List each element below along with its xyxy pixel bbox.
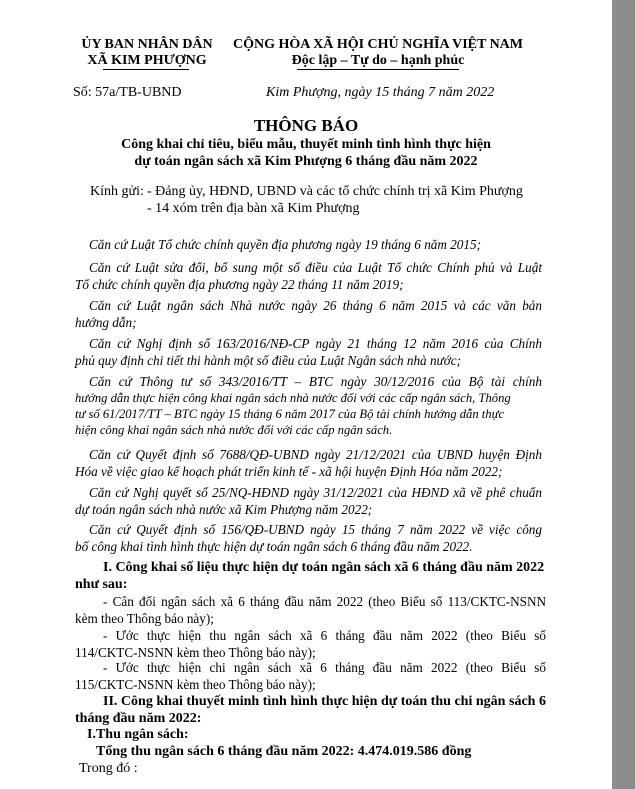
section2-heading-line1: II. Công khai thuyết minh tình hình thực hiện dự toán thu chi ngân sách 6 [103,694,546,709]
basis-7-line1: Căn cứ Nghị quyết số 25/NQ-HĐND ngày 31/12/2021 của HĐND xã về phê chuẩn [89,485,542,500]
trong-do-label: Trong đó : [79,761,138,776]
document-subtitle-line1: Công khai chỉ tiêu, biểu mẫu, thuyết minh tình hình thực hiện [121,137,491,152]
section1-heading-line2: như sau: [75,577,128,592]
nation-name: CỘNG HÒA XÃ HỘI CHỦ NGHĨA VIỆT NAM [232,37,523,52]
national-motto: Độc lập – Tự do – hạnh phúc [291,53,465,68]
basis-4-line2: phủ quy định chi tiết thi hành một số điều của Luật Ngân sách nhà nước; [75,353,462,368]
recipients-label: Kính gửi: [90,184,144,199]
section1-item2-line2: 114/CKTC-NSNN kèm theo Thông báo này); [75,645,316,660]
revenue-subheading: I.Thu ngân sách: [87,727,189,742]
section2-heading-line2: tháng đầu năm 2022: [75,711,202,726]
basis-2-line1: Căn cứ Luật sửa đổi, bổ sung một số điều của Luật Tổ chức Chính phủ và Luật [89,260,542,275]
section1-item3-line2: 115/CKTC-NSNN kèm theo Thông báo này); [75,677,316,692]
motto-underline [297,69,459,70]
place-and-date: Kim Phượng, ngày 15 tháng 7 năm 2022 [266,85,495,100]
recipient-line1: - Đảng ủy, HĐND, UBND và các tổ chức chính trị xã Kim Phượng [147,184,523,199]
basis-5-line1: Căn cứ Thông tư số 343/2016/TT – BTC ngày 30/12/2016 của Bộ tài chính [89,374,542,389]
basis-4-line1: Căn cứ Nghị định số 163/2016/NĐ-CP ngày 21 tháng 12 năm 2016 của Chính [89,336,542,351]
section1-item3-line1: - Ước thực hiện chi ngân sách xã 6 tháng đầu năm 2022 (theo Biểu số [103,660,546,675]
document-title: THÔNG BÁO [253,116,359,135]
basis-5-line4: hiện công khai ngân sách nhà nước đối với các cấp ngân sách. [75,423,393,437]
basis-6-line2: Hóa về việc giao kế hoạch phát triển kinh tế - xã hội huyện Định Hóa năm 2022; [75,464,503,479]
document-subtitle-line2: dự toán ngân sách xã Kim Phượng 6 tháng đầu năm 2022 [134,154,478,169]
section1-item2-line1: - Ước thực hiện thu ngân sách xã 6 tháng đầu năm 2022 (theo Biểu số [103,628,546,643]
basis-5-line2: hướng dẫn thực hiện công khai ngân sách nhà nước đối với các cấp ngân sách, Thông [75,391,511,405]
recipient-line2: - 14 xóm trên địa bàn xã Kim Phượng [147,201,360,216]
basis-3-line1: Căn cứ Luật ngân sách Nhà nước ngày 26 tháng 6 năm 2015 và các văn bản [89,298,542,313]
total-revenue-line: Tổng thu ngân sách 6 tháng đầu năm 2022: 4.474.019.586 đồng [96,744,472,759]
section1-item1-line1: - Cân đối ngân sách xã 6 tháng đầu năm 2022 (theo Biểu số 113/CKTC-NSNN [103,594,546,609]
basis-7-line2: dự toán ngân sách nhà nước xã Kim Phượng năm 2022; [75,502,373,517]
basis-1-line1: Căn cứ Luật Tổ chức chính quyền địa phương ngày 19 tháng 6 năm 2015; [89,237,481,252]
org-name-line2: XÃ KIM PHƯỢNG [87,53,207,68]
viewer-scrollbar-gutter[interactable] [612,0,635,789]
org-name-line1: ỦY BAN NHÂN DÂN [81,37,213,52]
basis-8-line2: bố công khai tình hình thực hiện dự toán ngân sách 6 tháng đầu năm 2022. [75,539,473,554]
basis-5-line3: tư số 61/2017/TT – BTC ngày 15 tháng 6 năm 2017 của Bộ tài chính hướng dẫn thực [75,407,505,421]
basis-3-line2: hướng dẫn; [75,315,137,330]
basis-2-line2: Tổ chức chính quyền địa phương ngày 22 tháng 11 năm 2019; [75,277,404,292]
document-number: Số: 57a/TB-UBND [73,85,182,100]
basis-6-line1: Căn cứ Quyết định số 7688/QĐ-UBND ngày 21/12/2021 của UBND huyện Định [89,447,542,462]
basis-8-line1: Căn cứ Quyết định số 156/QĐ-UBND ngày 15 tháng 7 năm 2022 về việc công [89,522,542,537]
section1-heading-line1: I. Công khai số liệu thực hiện dự toán ngân sách xã 6 tháng đầu năm 2022 [103,560,545,575]
org-underline [103,69,189,70]
section1-item1-line2: kèm theo Thông báo này); [75,611,214,626]
